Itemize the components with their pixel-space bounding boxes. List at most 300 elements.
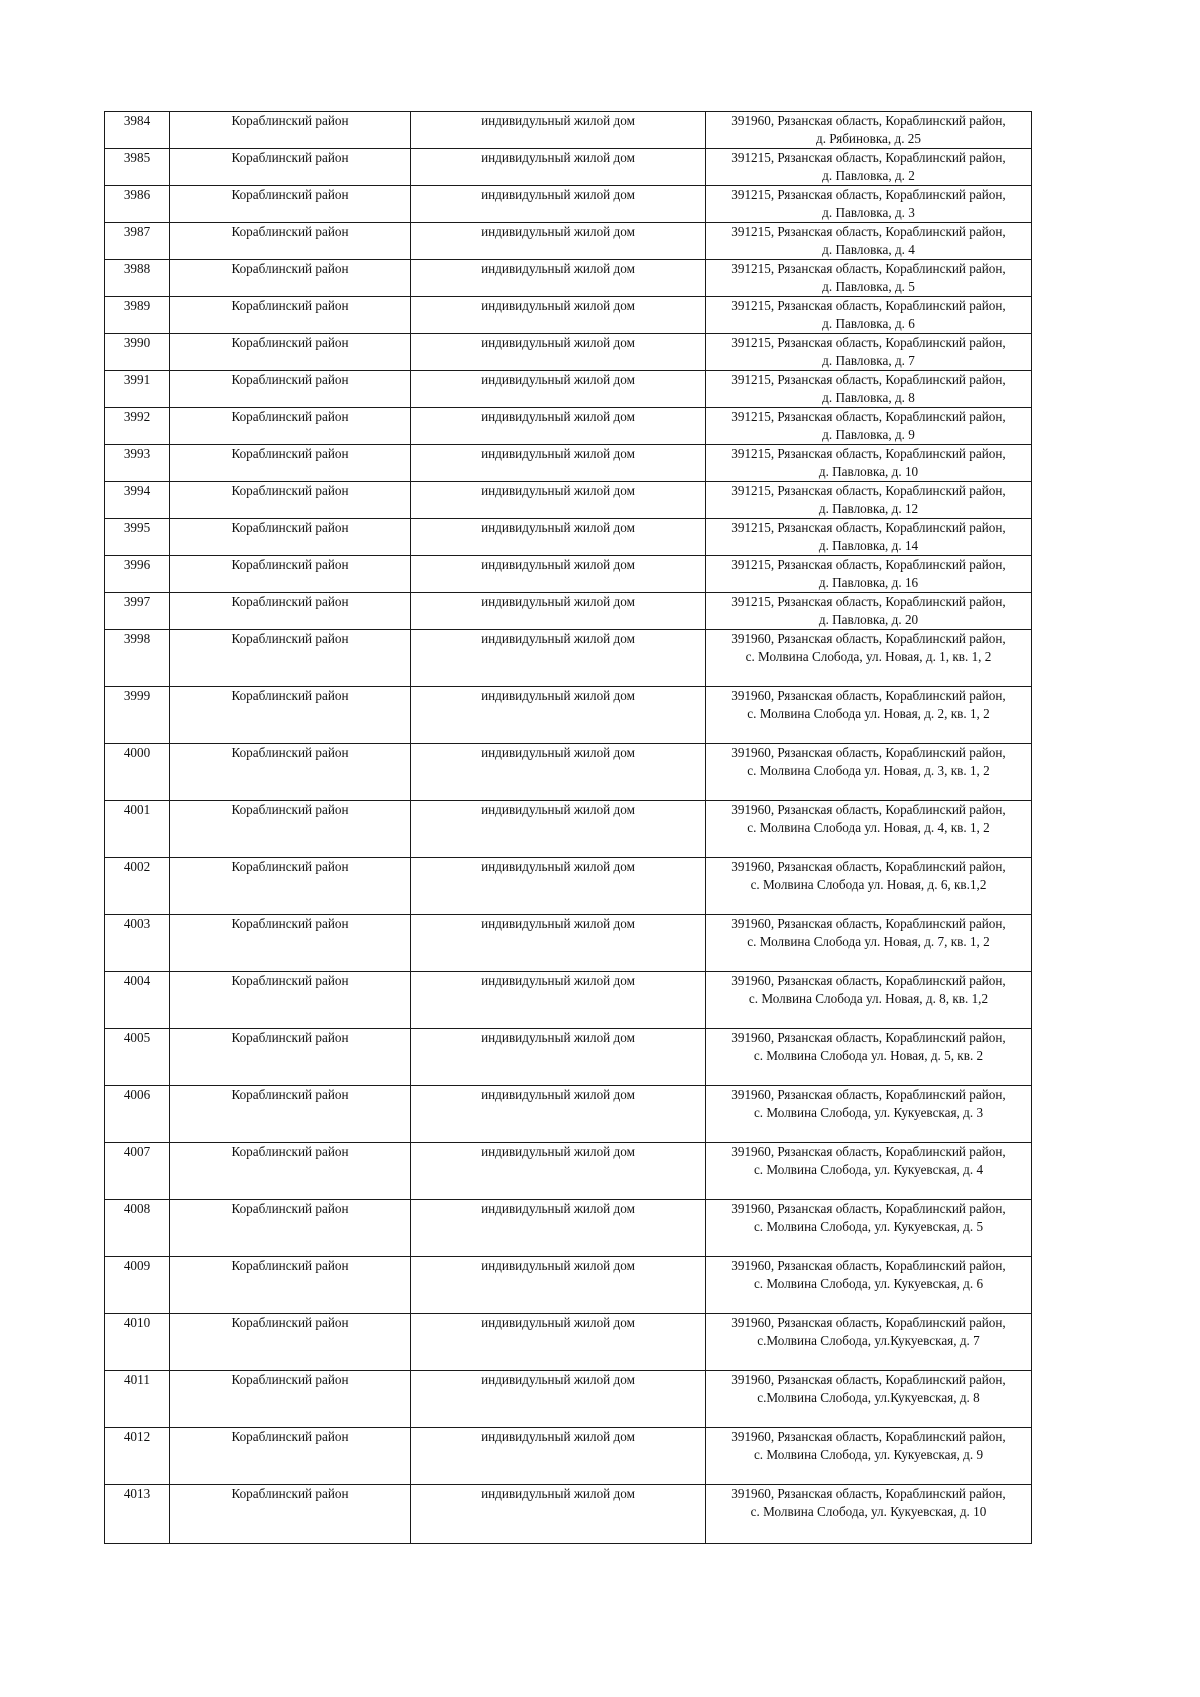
district-name: Кораблинский район (231, 113, 349, 128)
district-name: Кораблинский район (231, 520, 349, 535)
address-cell (706, 223, 1032, 260)
object-type: индивидульный жилой дом (481, 446, 635, 461)
object-type: индивидульный жилой дом (481, 594, 635, 609)
district-cell (170, 1371, 411, 1428)
table-row (105, 371, 1032, 408)
district-name: Кораблинский район (231, 335, 349, 350)
record-number: 4008 (123, 1201, 151, 1216)
record-number: 3984 (123, 113, 151, 128)
record-number-cell (105, 801, 170, 858)
address-line-1: 391960, Рязанская область, Кораблинский район, (731, 688, 1006, 703)
district-name: Кораблинский район (231, 802, 349, 817)
table-row (105, 1371, 1032, 1428)
address-cell (706, 630, 1032, 687)
address-line-2: д. Павловка, д. 2 (822, 168, 915, 183)
table-row (105, 112, 1032, 149)
district-cell (170, 858, 411, 915)
address-line-2: с. Молвина Слобода ул. Новая, д. 6, кв.1,2 (750, 877, 987, 892)
table-row (105, 519, 1032, 556)
record-number-cell (105, 1485, 170, 1544)
table-row (105, 858, 1032, 915)
district-name: Кораблинский район (231, 557, 349, 572)
address-line-1: 391960, Рязанская область, Кораблинский район, (731, 1144, 1006, 1159)
address-line-1: 391960, Рязанская область, Кораблинский район, (731, 916, 1006, 931)
object-type-cell (411, 260, 706, 297)
record-number: 4005 (123, 1030, 151, 1045)
record-number: 3994 (123, 483, 151, 498)
address-line-2: с.Молвина Слобода, ул.Кукуевская, д. 8 (757, 1390, 980, 1405)
record-number: 3997 (123, 594, 151, 609)
object-type-cell (411, 371, 706, 408)
district-cell (170, 1257, 411, 1314)
address-line-1: 391960, Рязанская область, Кораблинский район, (731, 1372, 1006, 1387)
district-cell (170, 1314, 411, 1371)
record-number: 3993 (123, 446, 151, 461)
address-line-2: с. Молвина Слобода ул. Новая, д. 5, кв. 2 (753, 1048, 984, 1063)
district-cell (170, 371, 411, 408)
address-line-1: 391215, Рязанская область, Кораблинский район, (731, 446, 1006, 461)
record-number-cell (105, 445, 170, 482)
table-row (105, 1029, 1032, 1086)
address-cell (706, 1428, 1032, 1485)
object-type: индивидульный жилой дом (481, 372, 635, 387)
district-name: Кораблинский район (231, 150, 349, 165)
address-line-1: 391960, Рязанская область, Кораблинский район, (731, 745, 1006, 760)
object-type-cell (411, 858, 706, 915)
district-cell (170, 1428, 411, 1485)
district-name: Кораблинский район (231, 187, 349, 202)
registry-table-body (105, 112, 1032, 1544)
table-row (105, 1257, 1032, 1314)
object-type-cell (411, 687, 706, 744)
address-line-1: 391215, Рязанская область, Кораблинский район, (731, 520, 1006, 535)
district-name: Кораблинский район (231, 688, 349, 703)
table-row (105, 149, 1032, 186)
object-type-cell (411, 519, 706, 556)
record-number-cell (105, 1143, 170, 1200)
record-number: 4002 (123, 859, 151, 874)
district-cell (170, 186, 411, 223)
record-number: 3999 (123, 688, 151, 703)
address-line-2: с. Молвина Слобода, ул. Кукуевская, д. 3 (753, 1105, 984, 1120)
object-type: индивидульный жилой дом (481, 483, 635, 498)
address-cell (706, 519, 1032, 556)
district-name: Кораблинский район (231, 298, 349, 313)
address-line-2: д. Павловка, д. 4 (822, 242, 915, 257)
address-line-2: с. Молвина Слобода ул. Новая, д. 8, кв. 1,2 (748, 991, 989, 1006)
object-type-cell (411, 1257, 706, 1314)
table-row (105, 260, 1032, 297)
record-number: 3995 (123, 520, 151, 535)
district-name: Кораблинский район (231, 745, 349, 760)
table-row (105, 297, 1032, 334)
district-name: Кораблинский район (231, 594, 349, 609)
address-cell (706, 972, 1032, 1029)
record-number: 4001 (123, 802, 151, 817)
record-number-cell (105, 630, 170, 687)
address-cell (706, 556, 1032, 593)
record-number-cell (105, 149, 170, 186)
district-name: Кораблинский район (231, 631, 349, 646)
address-cell (706, 482, 1032, 519)
table-row (105, 556, 1032, 593)
address-line-2: д. Павловка, д. 8 (822, 390, 915, 405)
object-type: индивидульный жилой дом (481, 1486, 635, 1501)
district-cell (170, 801, 411, 858)
address-line-2: с. Молвина Слобода ул. Новая, д. 3, кв. 1, 2 (747, 763, 990, 778)
district-name: Кораблинский район (231, 1315, 349, 1330)
district-cell (170, 223, 411, 260)
object-type-cell (411, 556, 706, 593)
object-type-cell (411, 482, 706, 519)
record-number-cell (105, 408, 170, 445)
district-name: Кораблинский район (231, 1030, 349, 1045)
address-line-1: 391215, Рязанская область, Кораблинский район, (731, 224, 1006, 239)
address-cell (706, 687, 1032, 744)
address-cell (706, 915, 1032, 972)
record-number: 4000 (123, 745, 151, 760)
object-type: индивидульный жилой дом (481, 187, 635, 202)
address-cell (706, 408, 1032, 445)
object-type: индивидульный жилой дом (481, 916, 635, 931)
object-type: индивидульный жилой дом (481, 1315, 635, 1330)
district-cell (170, 260, 411, 297)
district-cell (170, 482, 411, 519)
record-number-cell (105, 972, 170, 1029)
object-type-cell (411, 915, 706, 972)
district-name: Кораблинский район (231, 1087, 349, 1102)
district-cell (170, 1485, 411, 1544)
table-row (105, 915, 1032, 972)
record-number: 3991 (123, 372, 151, 387)
object-type-cell (411, 1371, 706, 1428)
object-type-cell (411, 297, 706, 334)
district-cell (170, 687, 411, 744)
object-type-cell (411, 801, 706, 858)
table-row (105, 334, 1032, 371)
address-cell (706, 445, 1032, 482)
record-number-cell (105, 858, 170, 915)
record-number-cell (105, 297, 170, 334)
object-type: индивидульный жилой дом (481, 1372, 635, 1387)
district-name: Кораблинский район (231, 409, 349, 424)
address-line-1: 391960, Рязанская область, Кораблинский район, (731, 113, 1006, 128)
address-line-1: 391960, Рязанская область, Кораблинский район, (731, 1258, 1006, 1273)
district-name: Кораблинский район (231, 1429, 349, 1444)
address-cell (706, 334, 1032, 371)
address-line-2: с.Молвина Слобода, ул.Кукуевская, д. 7 (757, 1333, 980, 1348)
address-line-1: 391960, Рязанская область, Кораблинский район, (731, 1315, 1006, 1330)
address-line-1: 391215, Рязанская область, Кораблинский район, (731, 409, 1006, 424)
object-type: индивидульный жилой дом (481, 520, 635, 535)
table-row (105, 1086, 1032, 1143)
table-row (105, 801, 1032, 858)
district-name: Кораблинский район (231, 1372, 349, 1387)
district-cell (170, 149, 411, 186)
district-name: Кораблинский район (231, 1201, 349, 1216)
district-name: Кораблинский район (231, 973, 349, 988)
record-number-cell (105, 556, 170, 593)
object-type-cell (411, 223, 706, 260)
address-cell (706, 112, 1032, 149)
record-number-cell (105, 1314, 170, 1371)
object-type-cell (411, 744, 706, 801)
address-cell (706, 801, 1032, 858)
table-row (105, 1143, 1032, 1200)
object-type: индивидульный жилой дом (481, 150, 635, 165)
address-line-2: с. Молвина Слобода, ул. Кукуевская, д. 4 (753, 1162, 984, 1177)
district-name: Кораблинский район (231, 372, 349, 387)
record-number: 3990 (123, 335, 151, 350)
record-number: 4006 (123, 1087, 151, 1102)
district-name: Кораблинский район (231, 1486, 349, 1501)
district-name: Кораблинский район (231, 1144, 349, 1159)
record-number-cell (105, 1257, 170, 1314)
address-cell (706, 858, 1032, 915)
district-cell (170, 1143, 411, 1200)
record-number: 3996 (123, 557, 151, 572)
district-cell (170, 556, 411, 593)
object-type: индивидульный жилой дом (481, 335, 635, 350)
record-number: 4012 (123, 1429, 151, 1444)
record-number: 4013 (123, 1486, 151, 1501)
address-line-1: 391215, Рязанская область, Кораблинский район, (731, 187, 1006, 202)
table-row (105, 972, 1032, 1029)
object-type: индивидульный жилой дом (481, 298, 635, 313)
address-cell (706, 297, 1032, 334)
housing-registry-table (104, 111, 1032, 1544)
record-number-cell (105, 1029, 170, 1086)
record-number-cell (105, 334, 170, 371)
address-cell (706, 744, 1032, 801)
object-type: индивидульный жилой дом (481, 1030, 635, 1045)
district-cell (170, 519, 411, 556)
record-number-cell (105, 186, 170, 223)
object-type: индивидульный жилой дом (481, 973, 635, 988)
district-cell (170, 112, 411, 149)
district-cell (170, 972, 411, 1029)
address-line-1: 391960, Рязанская область, Кораблинский район, (731, 1201, 1006, 1216)
table-row (105, 482, 1032, 519)
object-type-cell (411, 186, 706, 223)
address-cell (706, 1200, 1032, 1257)
object-type: индивидульный жилой дом (481, 802, 635, 817)
record-number-cell (105, 1428, 170, 1485)
record-number: 3987 (123, 224, 151, 239)
object-type-cell (411, 149, 706, 186)
address-line-1: 391960, Рязанская область, Кораблинский район, (731, 1087, 1006, 1102)
table-row (105, 1485, 1032, 1544)
address-line-2: с. Молвина Слобода, ул. Кукуевская, д. 5 (753, 1219, 984, 1234)
object-type-cell (411, 1428, 706, 1485)
address-line-1: 391215, Рязанская область, Кораблинский район, (731, 594, 1006, 609)
record-number-cell (105, 744, 170, 801)
address-line-2: д. Павловка, д. 10 (818, 464, 919, 479)
address-cell (706, 149, 1032, 186)
district-name: Кораблинский район (231, 859, 349, 874)
district-cell (170, 630, 411, 687)
record-number-cell (105, 1086, 170, 1143)
table-row (105, 1314, 1032, 1371)
record-number: 4010 (123, 1315, 151, 1330)
record-number-cell (105, 260, 170, 297)
address-line-1: 391960, Рязанская область, Кораблинский район, (731, 1486, 1006, 1501)
address-line-2: д. Павловка, д. 14 (818, 538, 919, 553)
address-line-1: 391215, Рязанская область, Кораблинский район, (731, 483, 1006, 498)
address-cell (706, 260, 1032, 297)
address-line-2: д. Павловка, д. 6 (822, 316, 915, 331)
object-type-cell (411, 1485, 706, 1544)
district-cell (170, 915, 411, 972)
address-line-2: с. Молвина Слобода, ул. Кукуевская, д. 9 (753, 1447, 984, 1462)
object-type: индивидульный жилой дом (481, 859, 635, 874)
district-cell (170, 744, 411, 801)
district-cell (170, 297, 411, 334)
address-cell (706, 1314, 1032, 1371)
district-name: Кораблинский район (231, 446, 349, 461)
address-line-2: д. Павловка, д. 20 (818, 612, 919, 627)
object-type: индивидульный жилой дом (481, 557, 635, 572)
district-name: Кораблинский район (231, 1258, 349, 1273)
record-number-cell (105, 1200, 170, 1257)
table-row (105, 186, 1032, 223)
district-cell (170, 1200, 411, 1257)
record-number-cell (105, 593, 170, 630)
object-type-cell (411, 972, 706, 1029)
address-cell (706, 593, 1032, 630)
record-number: 4004 (123, 973, 151, 988)
record-number-cell (105, 482, 170, 519)
address-line-2: д. Павловка, д. 7 (822, 353, 915, 368)
record-number: 3992 (123, 409, 151, 424)
address-line-2: д. Павловка, д. 16 (818, 575, 919, 590)
record-number-cell (105, 371, 170, 408)
district-name: Кораблинский район (231, 916, 349, 931)
object-type-cell (411, 1143, 706, 1200)
address-cell (706, 186, 1032, 223)
address-line-1: 391215, Рязанская область, Кораблинский район, (731, 150, 1006, 165)
record-number: 3998 (123, 631, 151, 646)
address-line-1: 391960, Рязанская область, Кораблинский район, (731, 973, 1006, 988)
address-cell (706, 1257, 1032, 1314)
object-type: индивидульный жилой дом (481, 261, 635, 276)
object-type-cell (411, 630, 706, 687)
table-row (105, 1200, 1032, 1257)
address-cell (706, 1086, 1032, 1143)
address-line-1: 391215, Рязанская область, Кораблинский район, (731, 557, 1006, 572)
address-line-1: 391960, Рязанская область, Кораблинский район, (731, 1429, 1006, 1444)
object-type: индивидульный жилой дом (481, 113, 635, 128)
address-line-2: д. Павловка, д. 5 (822, 279, 915, 294)
table-row (105, 1428, 1032, 1485)
table-row (105, 408, 1032, 445)
object-type-cell (411, 1086, 706, 1143)
object-type-cell (411, 334, 706, 371)
object-type: индивидульный жилой дом (481, 224, 635, 239)
address-line-1: 391960, Рязанская область, Кораблинский район, (731, 802, 1006, 817)
district-cell (170, 334, 411, 371)
object-type: индивидульный жилой дом (481, 1144, 635, 1159)
record-number: 4011 (124, 1372, 150, 1387)
address-line-1: 391215, Рязанская область, Кораблинский район, (731, 298, 1006, 313)
object-type: индивидульный жилой дом (481, 631, 635, 646)
district-cell (170, 445, 411, 482)
table-row (105, 445, 1032, 482)
table-row (105, 744, 1032, 801)
record-number: 3988 (123, 261, 151, 276)
district-cell (170, 1086, 411, 1143)
object-type-cell (411, 408, 706, 445)
object-type: индивидульный жилой дом (481, 1087, 635, 1102)
district-cell (170, 1029, 411, 1086)
district-name: Кораблинский район (231, 224, 349, 239)
object-type: индивидульный жилой дом (481, 1258, 635, 1273)
address-line-2: с. Молвина Слобода, ул. Кукуевская, д. 6 (753, 1276, 984, 1291)
address-line-1: 391960, Рязанская область, Кораблинский район, (731, 859, 1006, 874)
record-number: 3985 (123, 150, 151, 165)
address-line-2: с. Молвина Слобода, ул. Кукуевская, д. 10 (750, 1504, 987, 1519)
record-number-cell (105, 112, 170, 149)
address-line-2: с. Молвина Слобода, ул. Новая, д. 1, кв. 1, 2 (745, 649, 992, 664)
address-line-2: д. Павловка, д. 9 (822, 427, 915, 442)
record-number: 4009 (123, 1258, 151, 1273)
record-number: 3986 (123, 187, 151, 202)
address-line-2: д. Рябиновка, д. 25 (816, 131, 921, 146)
address-cell (706, 1143, 1032, 1200)
address-line-2: д. Павловка, д. 12 (818, 501, 919, 516)
record-number: 3989 (123, 298, 151, 313)
address-line-2: д. Павловка, д. 3 (822, 205, 915, 220)
object-type-cell (411, 593, 706, 630)
object-type: индивидульный жилой дом (481, 409, 635, 424)
district-cell (170, 593, 411, 630)
object-type-cell (411, 112, 706, 149)
district-name: Кораблинский район (231, 483, 349, 498)
object-type: индивидульный жилой дом (481, 688, 635, 703)
record-number-cell (105, 223, 170, 260)
address-line-2: с. Молвина Слобода ул. Новая, д. 4, кв. 1, 2 (747, 820, 990, 835)
table-row (105, 223, 1032, 260)
table-row (105, 630, 1032, 687)
record-number: 4007 (123, 1144, 151, 1159)
address-cell (706, 1485, 1032, 1544)
table-row (105, 687, 1032, 744)
object-type-cell (411, 1029, 706, 1086)
object-type: индивидульный жилой дом (481, 745, 635, 760)
address-cell (706, 1371, 1032, 1428)
address-cell (706, 1029, 1032, 1086)
object-type-cell (411, 1314, 706, 1371)
address-line-1: 391960, Рязанская область, Кораблинский район, (731, 1030, 1006, 1045)
object-type: индивидульный жилой дом (481, 1201, 635, 1216)
address-cell (706, 371, 1032, 408)
table-row (105, 593, 1032, 630)
record-number-cell (105, 915, 170, 972)
address-line-2: с. Молвина Слобода ул. Новая, д. 7, кв. 1, 2 (747, 934, 990, 949)
address-line-1: 391215, Рязанская область, Кораблинский район, (731, 372, 1006, 387)
record-number: 4003 (123, 916, 151, 931)
object-type: индивидульный жилой дом (481, 1429, 635, 1444)
address-line-1: 391960, Рязанская область, Кораблинский район, (731, 631, 1006, 646)
district-cell (170, 408, 411, 445)
record-number-cell (105, 519, 170, 556)
record-number-cell (105, 687, 170, 744)
record-number-cell (105, 1371, 170, 1428)
object-type-cell (411, 1200, 706, 1257)
address-line-2: с. Молвина Слобода ул. Новая, д. 2, кв. 1, 2 (747, 706, 990, 721)
address-line-1: 391215, Рязанская область, Кораблинский район, (731, 261, 1006, 276)
object-type-cell (411, 445, 706, 482)
